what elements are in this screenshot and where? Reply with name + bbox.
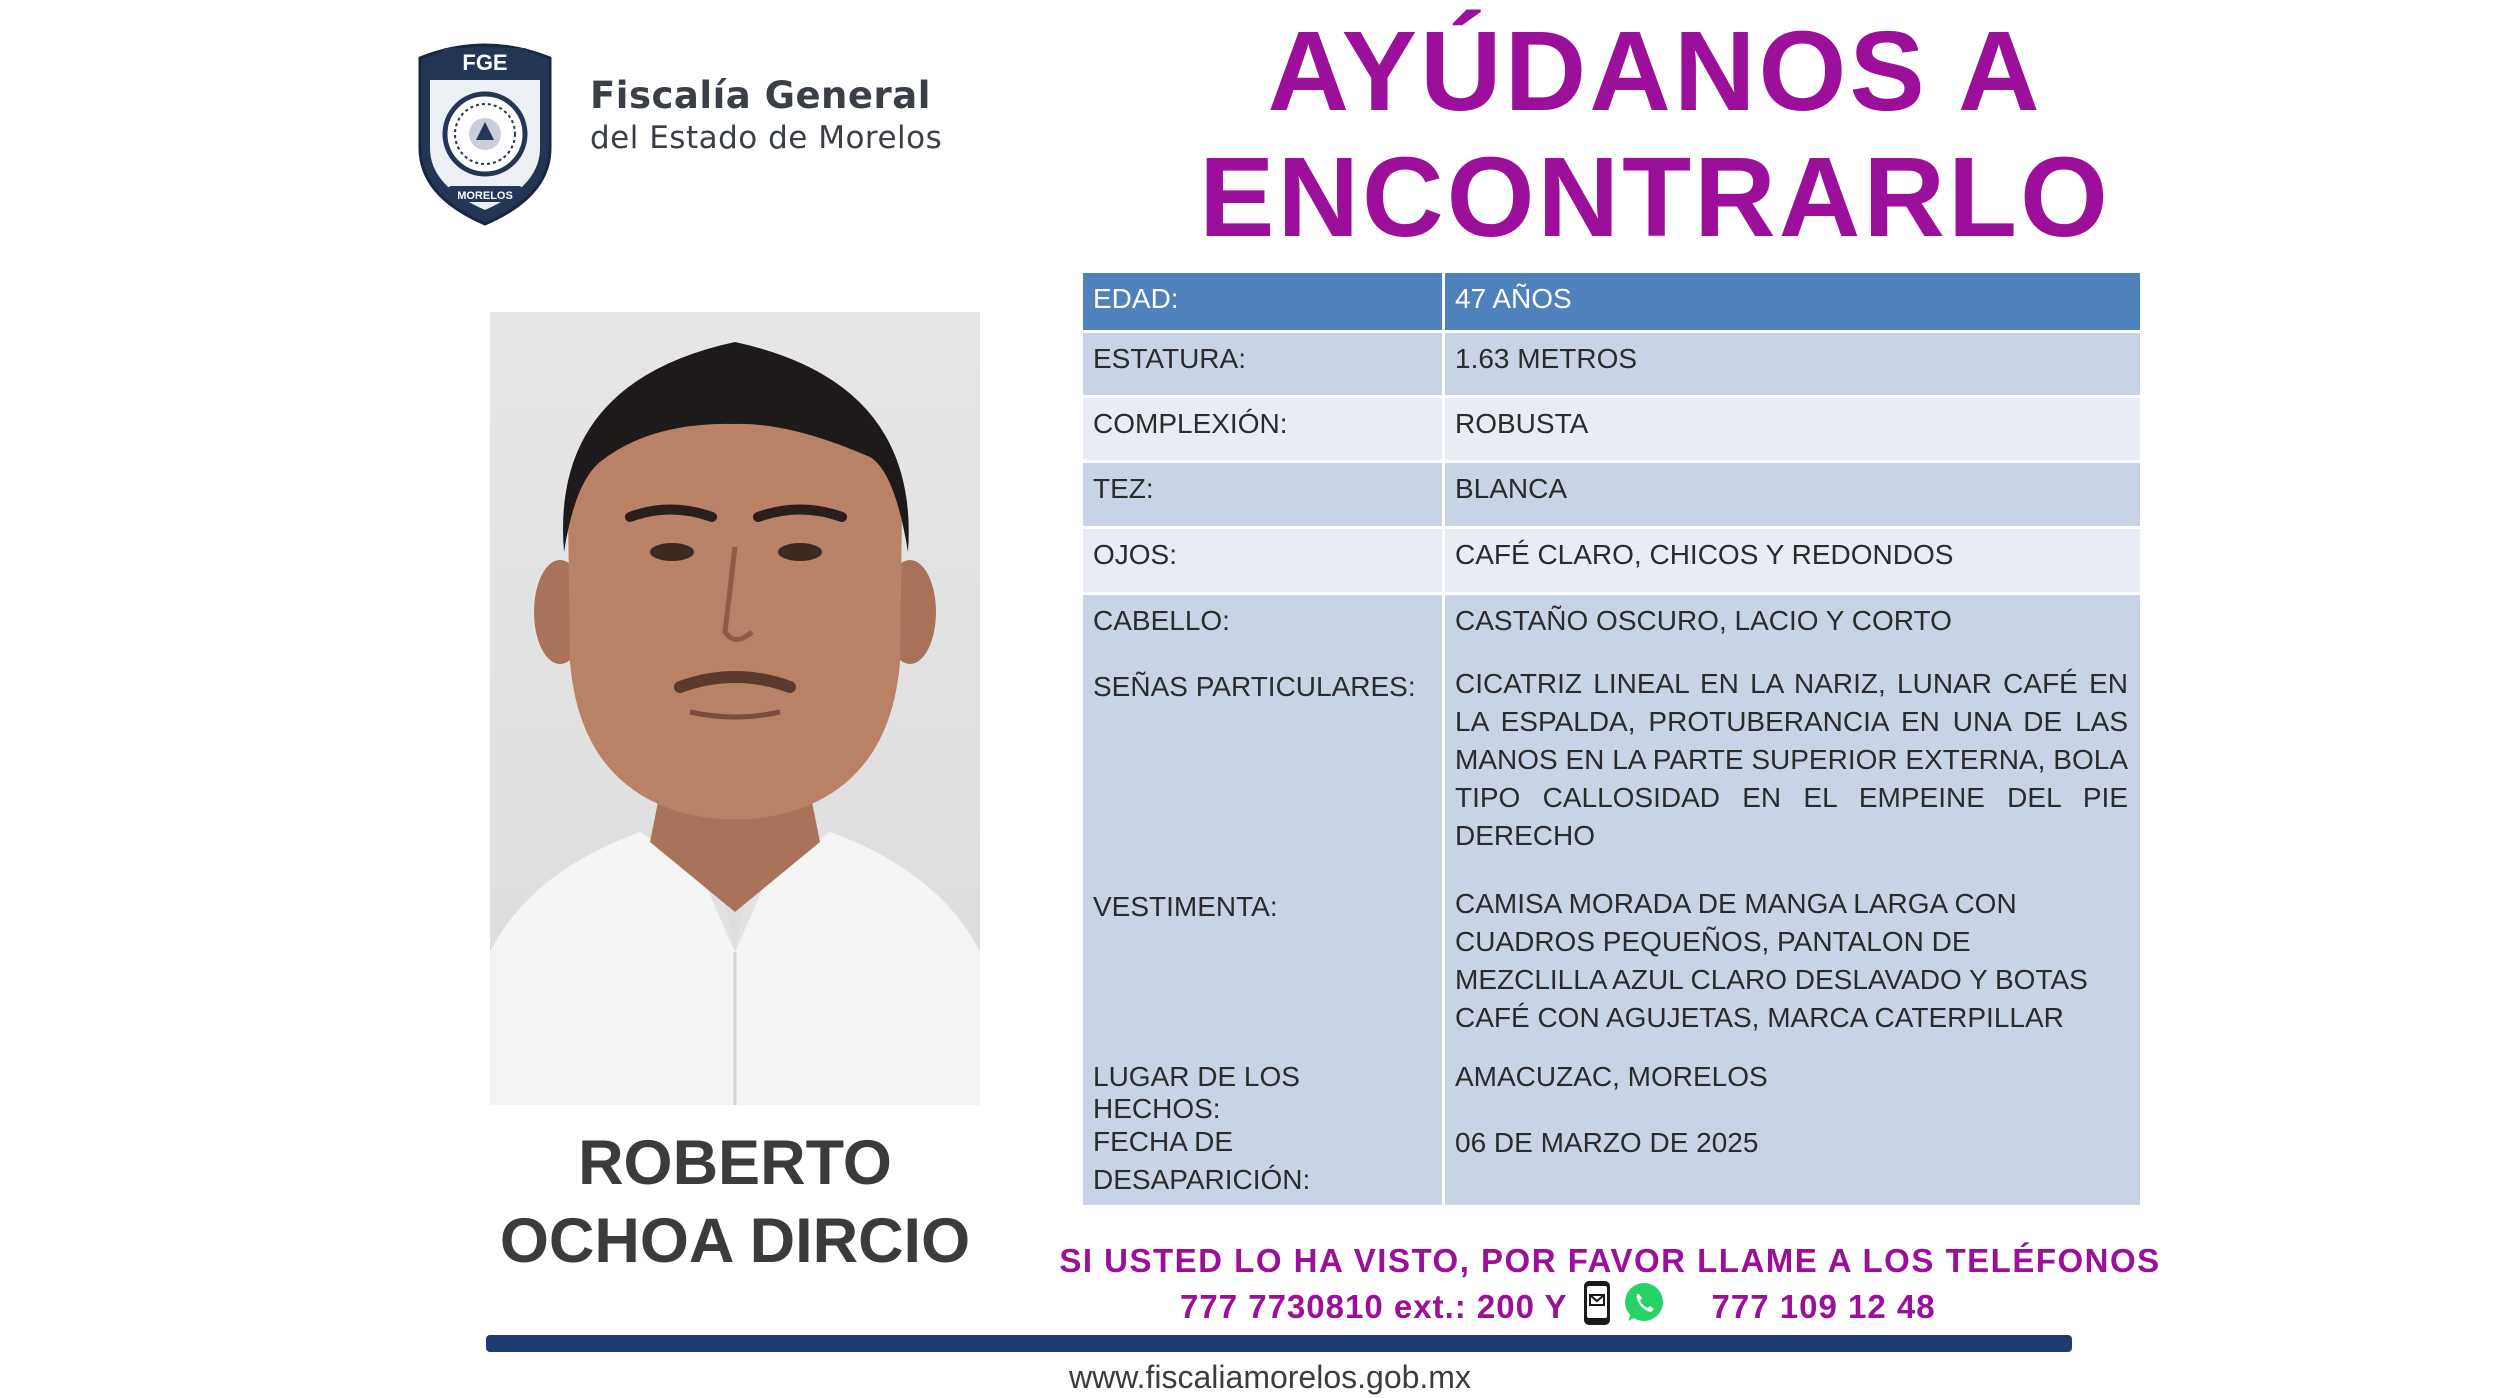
phone-message-icon: [1582, 1280, 1612, 1334]
call-to-action: SI USTED LO HA VISTO, POR FAVOR LLAME A LOS TELÉFONOS: [1059, 1242, 2161, 1279]
detail-label: ESTATURA:: [1083, 333, 1445, 395]
detail-value: CAMISA MORADA DE MANGA LARGA CON CUADROS PEQUEÑOS, PANTALON DE MEZCLILLA AZUL CLARO DESLAVADO Y BOTAS CAFÉ CON AGUJETAS, MARCA CATERPILLAR: [1455, 888, 2088, 1033]
detail-value: 1.63 METROS: [1455, 343, 1638, 374]
detail-row-marks: [1083, 661, 2140, 881]
detail-label: CABELLO:: [1083, 595, 1445, 661]
detail-label: FECHA DE DESAPARICIÓN:: [1083, 1117, 1445, 1205]
detail-label: OJOS:: [1083, 529, 1445, 592]
name-line1: ROBERTO: [578, 1128, 892, 1198]
headline-line1: AYÚDANOS A: [1267, 8, 2043, 134]
missing-person-name: [440, 1124, 1030, 1280]
page-headline: [1080, 8, 2230, 260]
badge-bottom-text: MORELOS: [457, 190, 513, 202]
detail-value: ROBUSTA: [1455, 408, 1589, 439]
detail-label: LUGAR DE LOS HECHOS:: [1083, 1051, 1445, 1117]
headline-line2: ENCONTRARLO: [1199, 134, 2111, 260]
detail-label: COMPLEXIÓN:: [1083, 398, 1445, 460]
detail-label: SEÑAS PARTICULARES:: [1083, 661, 1445, 881]
footer-divider: [486, 1335, 2072, 1352]
org-name: [590, 74, 942, 158]
badge-top-text: FGE: [462, 50, 508, 75]
phone-numbers: [1180, 1284, 1936, 1330]
detail-label: VESTIMENTA:: [1083, 881, 1445, 1051]
detail-label: EDAD:: [1083, 273, 1445, 330]
detail-row-date: [1083, 1117, 2140, 1205]
phone-number-1[interactable]: 777 7730810 ext.: 200 Y: [1180, 1288, 1568, 1325]
detail-value: 06 DE MARZO DE 2025: [1455, 1127, 1759, 1158]
fge-badge-logo: [412, 36, 558, 226]
detail-label: TEZ:: [1083, 463, 1445, 526]
detail-value: CICATRIZ LINEAL EN LA NARIZ, LUNAR CAFÉ EN LA ESPALDA, PROTUBERANCIA EN UNA DE LAS MANOS EN LA PARTE SUPERIOR EXTERNA, BOLA TIPO CALLOSIDAD EN EL EMPEINE DEL PIE DERECHO: [1455, 668, 2128, 851]
detail-value: 47 AÑOS: [1455, 283, 1572, 314]
detail-value: BLANCA: [1455, 473, 1568, 504]
detail-row-clothing: [1083, 881, 2140, 1051]
name-line2: OCHOA DIRCIO: [499, 1206, 971, 1276]
detail-row-complexion: [1083, 463, 2140, 529]
phone-number-2[interactable]: 777 109 12 48: [1711, 1288, 1936, 1325]
detail-row-build: [1083, 398, 2140, 463]
details-table: [1083, 273, 2140, 1205]
whatsapp-icon: [1622, 1281, 1666, 1333]
detail-row-place: [1083, 1051, 2140, 1124]
detail-row-eyes: [1083, 529, 2140, 595]
detail-value: CASTAÑO OSCURO, LACIO Y CORTO: [1455, 605, 1952, 636]
detail-row-hair: [1083, 595, 2140, 661]
detail-row-height: [1083, 333, 2140, 398]
detail-value: CAFÉ CLARO, CHICOS Y REDONDOS: [1455, 539, 1954, 570]
org-name-line1: Fiscalía General: [590, 74, 931, 117]
person-photo: [490, 312, 980, 1105]
website-link[interactable]: www.fiscaliamorelos.gob.mx: [1069, 1359, 1471, 1395]
detail-value: AMACUZAC, MORELOS: [1455, 1061, 1768, 1092]
detail-row-age: [1083, 273, 2140, 333]
org-name-line2: del Estado de Morelos: [590, 120, 943, 156]
